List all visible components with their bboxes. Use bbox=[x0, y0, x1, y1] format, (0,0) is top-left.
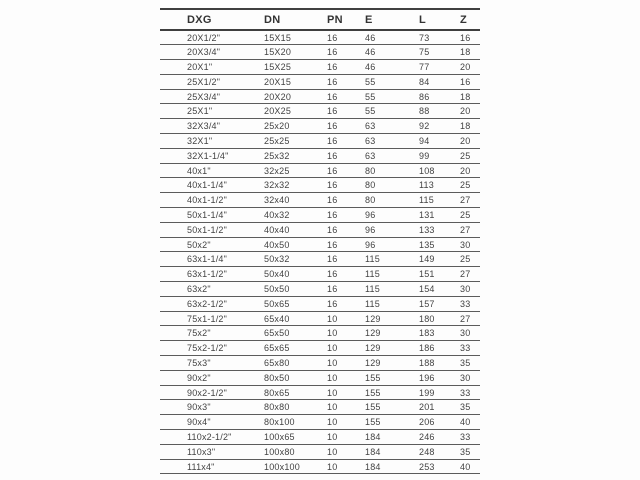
cell-e: 55 bbox=[352, 104, 410, 119]
cell-l: 151 bbox=[410, 267, 452, 282]
cell-e: 96 bbox=[352, 222, 410, 237]
table-row bbox=[160, 89, 480, 104]
cell-l: 206 bbox=[410, 415, 452, 430]
cell-dn: 80x80 bbox=[250, 400, 320, 415]
table-header bbox=[160, 9, 480, 30]
cell-e: 155 bbox=[352, 385, 410, 400]
cell-pn: 10 bbox=[320, 459, 352, 474]
cell-z: 25 bbox=[452, 178, 480, 193]
table-row bbox=[160, 252, 480, 267]
cell-dn: 40x50 bbox=[250, 237, 320, 252]
cell-pn: 16 bbox=[320, 119, 352, 134]
cell-dxg: 20X1/2" bbox=[160, 30, 250, 45]
cell-dxg: 63x2-1/2" bbox=[160, 296, 250, 311]
cell-pn: 16 bbox=[320, 148, 352, 163]
cell-dn: 50x50 bbox=[250, 282, 320, 297]
cell-dn: 25x20 bbox=[250, 119, 320, 134]
cell-z: 30 bbox=[452, 237, 480, 252]
column-header-dn: DN bbox=[250, 9, 320, 30]
cell-dxg: 50x1-1/2" bbox=[160, 222, 250, 237]
cell-e: 129 bbox=[352, 341, 410, 356]
cell-dn: 65x40 bbox=[250, 311, 320, 326]
cell-dxg: 63x2" bbox=[160, 282, 250, 297]
cell-pn: 16 bbox=[320, 89, 352, 104]
cell-dn: 32x25 bbox=[250, 163, 320, 178]
cell-e: 129 bbox=[352, 326, 410, 341]
cell-l: 248 bbox=[410, 444, 452, 459]
cell-l: 149 bbox=[410, 252, 452, 267]
cell-dxg: 25X1" bbox=[160, 104, 250, 119]
cell-l: 94 bbox=[410, 134, 452, 149]
cell-dxg: 20X1" bbox=[160, 60, 250, 75]
cell-dxg: 90x4" bbox=[160, 415, 250, 430]
cell-z: 30 bbox=[452, 282, 480, 297]
table-row bbox=[160, 282, 480, 297]
cell-pn: 16 bbox=[320, 30, 352, 45]
cell-pn: 10 bbox=[320, 400, 352, 415]
cell-e: 115 bbox=[352, 296, 410, 311]
cell-dn: 80x65 bbox=[250, 385, 320, 400]
cell-dn: 65x50 bbox=[250, 326, 320, 341]
table-row bbox=[160, 370, 480, 385]
cell-l: 246 bbox=[410, 430, 452, 445]
cell-e: 115 bbox=[352, 282, 410, 297]
cell-dxg: 25X1/2" bbox=[160, 74, 250, 89]
table-row bbox=[160, 30, 480, 45]
cell-dn: 100x65 bbox=[250, 430, 320, 445]
cell-dxg: 75x2-1/2" bbox=[160, 341, 250, 356]
cell-z: 18 bbox=[452, 89, 480, 104]
cell-dxg: 50x2" bbox=[160, 237, 250, 252]
cell-z: 18 bbox=[452, 119, 480, 134]
table-row bbox=[160, 385, 480, 400]
cell-pn: 10 bbox=[320, 415, 352, 430]
cell-dxg: 50x1-1/4" bbox=[160, 208, 250, 223]
table-row bbox=[160, 148, 480, 163]
cell-dn: 20X25 bbox=[250, 104, 320, 119]
column-header-z: Z bbox=[452, 9, 480, 30]
cell-z: 30 bbox=[452, 326, 480, 341]
cell-z: 16 bbox=[452, 74, 480, 89]
table-row bbox=[160, 60, 480, 75]
cell-pn: 16 bbox=[320, 193, 352, 208]
cell-dxg: 90x3" bbox=[160, 400, 250, 415]
cell-e: 80 bbox=[352, 163, 410, 178]
column-header-l: L bbox=[410, 9, 452, 30]
cell-z: 33 bbox=[452, 430, 480, 445]
table-row bbox=[160, 341, 480, 356]
cell-l: 188 bbox=[410, 356, 452, 371]
cell-l: 99 bbox=[410, 148, 452, 163]
cell-z: 20 bbox=[452, 60, 480, 75]
cell-dn: 100x100 bbox=[250, 459, 320, 474]
cell-dxg: 111x4" bbox=[160, 459, 250, 474]
table-row bbox=[160, 444, 480, 459]
cell-dn: 65x80 bbox=[250, 356, 320, 371]
cell-e: 96 bbox=[352, 208, 410, 223]
cell-pn: 16 bbox=[320, 208, 352, 223]
cell-pn: 16 bbox=[320, 252, 352, 267]
cell-dxg: 32X3/4" bbox=[160, 119, 250, 134]
cell-z: 25 bbox=[452, 252, 480, 267]
cell-l: 199 bbox=[410, 385, 452, 400]
cell-dn: 32x32 bbox=[250, 178, 320, 193]
cell-e: 46 bbox=[352, 60, 410, 75]
cell-dxg: 25X3/4" bbox=[160, 89, 250, 104]
cell-pn: 16 bbox=[320, 267, 352, 282]
column-header-dxg: DXG bbox=[160, 9, 250, 30]
cell-l: 157 bbox=[410, 296, 452, 311]
cell-dxg: 40x1-1/2" bbox=[160, 193, 250, 208]
cell-z: 35 bbox=[452, 356, 480, 371]
cell-dn: 40x40 bbox=[250, 222, 320, 237]
cell-l: 84 bbox=[410, 74, 452, 89]
table-row bbox=[160, 134, 480, 149]
cell-z: 27 bbox=[452, 267, 480, 282]
cell-dn: 25x32 bbox=[250, 148, 320, 163]
cell-z: 18 bbox=[452, 45, 480, 60]
cell-dxg: 90x2" bbox=[160, 370, 250, 385]
cell-z: 40 bbox=[452, 459, 480, 474]
table-row bbox=[160, 296, 480, 311]
cell-e: 184 bbox=[352, 430, 410, 445]
table-row bbox=[160, 178, 480, 193]
cell-l: 201 bbox=[410, 400, 452, 415]
cell-dn: 50x32 bbox=[250, 252, 320, 267]
cell-dn: 32x40 bbox=[250, 193, 320, 208]
table-row bbox=[160, 104, 480, 119]
table-body bbox=[160, 30, 480, 474]
cell-l: 88 bbox=[410, 104, 452, 119]
cell-pn: 10 bbox=[320, 341, 352, 356]
cell-l: 196 bbox=[410, 370, 452, 385]
cell-l: 186 bbox=[410, 341, 452, 356]
cell-dxg: 40x1" bbox=[160, 163, 250, 178]
cell-dxg: 40x1-1/4" bbox=[160, 178, 250, 193]
cell-l: 115 bbox=[410, 193, 452, 208]
cell-l: 131 bbox=[410, 208, 452, 223]
table-row bbox=[160, 163, 480, 178]
cell-e: 115 bbox=[352, 252, 410, 267]
cell-pn: 10 bbox=[320, 356, 352, 371]
cell-e: 46 bbox=[352, 45, 410, 60]
cell-z: 35 bbox=[452, 444, 480, 459]
table-row bbox=[160, 400, 480, 415]
cell-l: 154 bbox=[410, 282, 452, 297]
cell-l: 183 bbox=[410, 326, 452, 341]
cell-e: 63 bbox=[352, 119, 410, 134]
table-row bbox=[160, 459, 480, 474]
table-row bbox=[160, 356, 480, 371]
cell-dn: 15X25 bbox=[250, 60, 320, 75]
cell-e: 155 bbox=[352, 415, 410, 430]
cell-e: 184 bbox=[352, 444, 410, 459]
table-row bbox=[160, 193, 480, 208]
cell-z: 33 bbox=[452, 296, 480, 311]
cell-dxg: 63x1-1/4" bbox=[160, 252, 250, 267]
cell-l: 113 bbox=[410, 178, 452, 193]
cell-z: 25 bbox=[452, 208, 480, 223]
cell-dxg: 32X1-1/4" bbox=[160, 148, 250, 163]
cell-l: 133 bbox=[410, 222, 452, 237]
cell-dxg: 90x2-1/2" bbox=[160, 385, 250, 400]
cell-pn: 16 bbox=[320, 60, 352, 75]
cell-pn: 10 bbox=[320, 444, 352, 459]
cell-dn: 20X20 bbox=[250, 89, 320, 104]
cell-l: 73 bbox=[410, 30, 452, 45]
cell-dn: 50x40 bbox=[250, 267, 320, 282]
cell-dxg: 110x2-1/2" bbox=[160, 430, 250, 445]
table-row bbox=[160, 45, 480, 60]
cell-dxg: 75x2" bbox=[160, 326, 250, 341]
cell-pn: 16 bbox=[320, 296, 352, 311]
table-row bbox=[160, 430, 480, 445]
cell-pn: 16 bbox=[320, 104, 352, 119]
cell-z: 35 bbox=[452, 400, 480, 415]
cell-dn: 80x100 bbox=[250, 415, 320, 430]
cell-dxg: 75x3" bbox=[160, 356, 250, 371]
cell-dn: 15X15 bbox=[250, 30, 320, 45]
cell-z: 40 bbox=[452, 415, 480, 430]
cell-e: 155 bbox=[352, 370, 410, 385]
cell-z: 33 bbox=[452, 341, 480, 356]
cell-pn: 10 bbox=[320, 430, 352, 445]
cell-dxg: 20X3/4" bbox=[160, 45, 250, 60]
cell-e: 63 bbox=[352, 134, 410, 149]
cell-z: 16 bbox=[452, 30, 480, 45]
cell-e: 80 bbox=[352, 193, 410, 208]
cell-l: 253 bbox=[410, 459, 452, 474]
cell-z: 33 bbox=[452, 385, 480, 400]
cell-pn: 10 bbox=[320, 370, 352, 385]
cell-dxg: 75x1-1/2" bbox=[160, 311, 250, 326]
cell-dn: 100x80 bbox=[250, 444, 320, 459]
cell-l: 77 bbox=[410, 60, 452, 75]
cell-z: 20 bbox=[452, 134, 480, 149]
cell-pn: 16 bbox=[320, 45, 352, 60]
cell-pn: 16 bbox=[320, 237, 352, 252]
cell-pn: 10 bbox=[320, 385, 352, 400]
cell-pn: 16 bbox=[320, 222, 352, 237]
table-row bbox=[160, 208, 480, 223]
table-row bbox=[160, 74, 480, 89]
column-header-e: E bbox=[352, 9, 410, 30]
cell-l: 108 bbox=[410, 163, 452, 178]
cell-e: 96 bbox=[352, 237, 410, 252]
cell-e: 129 bbox=[352, 356, 410, 371]
cell-dn: 25x25 bbox=[250, 134, 320, 149]
cell-e: 115 bbox=[352, 267, 410, 282]
cell-l: 86 bbox=[410, 89, 452, 104]
cell-z: 20 bbox=[452, 163, 480, 178]
table-row bbox=[160, 267, 480, 282]
cell-l: 135 bbox=[410, 237, 452, 252]
header-row bbox=[160, 9, 480, 30]
cell-z: 30 bbox=[452, 370, 480, 385]
table-row bbox=[160, 326, 480, 341]
cell-e: 46 bbox=[352, 30, 410, 45]
table-row bbox=[160, 311, 480, 326]
cell-e: 63 bbox=[352, 148, 410, 163]
cell-pn: 16 bbox=[320, 74, 352, 89]
cell-pn: 10 bbox=[320, 311, 352, 326]
cell-dn: 80x50 bbox=[250, 370, 320, 385]
cell-z: 20 bbox=[452, 104, 480, 119]
cell-dn: 20X15 bbox=[250, 74, 320, 89]
cell-z: 27 bbox=[452, 311, 480, 326]
cell-dn: 15X20 bbox=[250, 45, 320, 60]
cell-e: 129 bbox=[352, 311, 410, 326]
cell-dn: 50x65 bbox=[250, 296, 320, 311]
cell-dn: 40x32 bbox=[250, 208, 320, 223]
cell-pn: 10 bbox=[320, 326, 352, 341]
cell-z: 25 bbox=[452, 148, 480, 163]
cell-dxg: 63x1-1/2" bbox=[160, 267, 250, 282]
cell-l: 180 bbox=[410, 311, 452, 326]
cell-e: 80 bbox=[352, 178, 410, 193]
cell-e: 55 bbox=[352, 74, 410, 89]
cell-pn: 16 bbox=[320, 178, 352, 193]
cell-dxg: 32X1" bbox=[160, 134, 250, 149]
table-row bbox=[160, 119, 480, 134]
cell-pn: 16 bbox=[320, 134, 352, 149]
cell-dxg: 110x3" bbox=[160, 444, 250, 459]
cell-l: 75 bbox=[410, 45, 452, 60]
table-row bbox=[160, 415, 480, 430]
cell-z: 27 bbox=[452, 193, 480, 208]
table-row bbox=[160, 222, 480, 237]
cell-e: 55 bbox=[352, 89, 410, 104]
cell-pn: 16 bbox=[320, 282, 352, 297]
cell-dn: 65x65 bbox=[250, 341, 320, 356]
cell-e: 155 bbox=[352, 400, 410, 415]
cell-l: 92 bbox=[410, 119, 452, 134]
column-header-pn: PN bbox=[320, 9, 352, 30]
pipe-fitting-spec-table bbox=[160, 8, 480, 474]
table-row bbox=[160, 237, 480, 252]
cell-pn: 16 bbox=[320, 163, 352, 178]
cell-e: 184 bbox=[352, 459, 410, 474]
cell-z: 27 bbox=[452, 222, 480, 237]
